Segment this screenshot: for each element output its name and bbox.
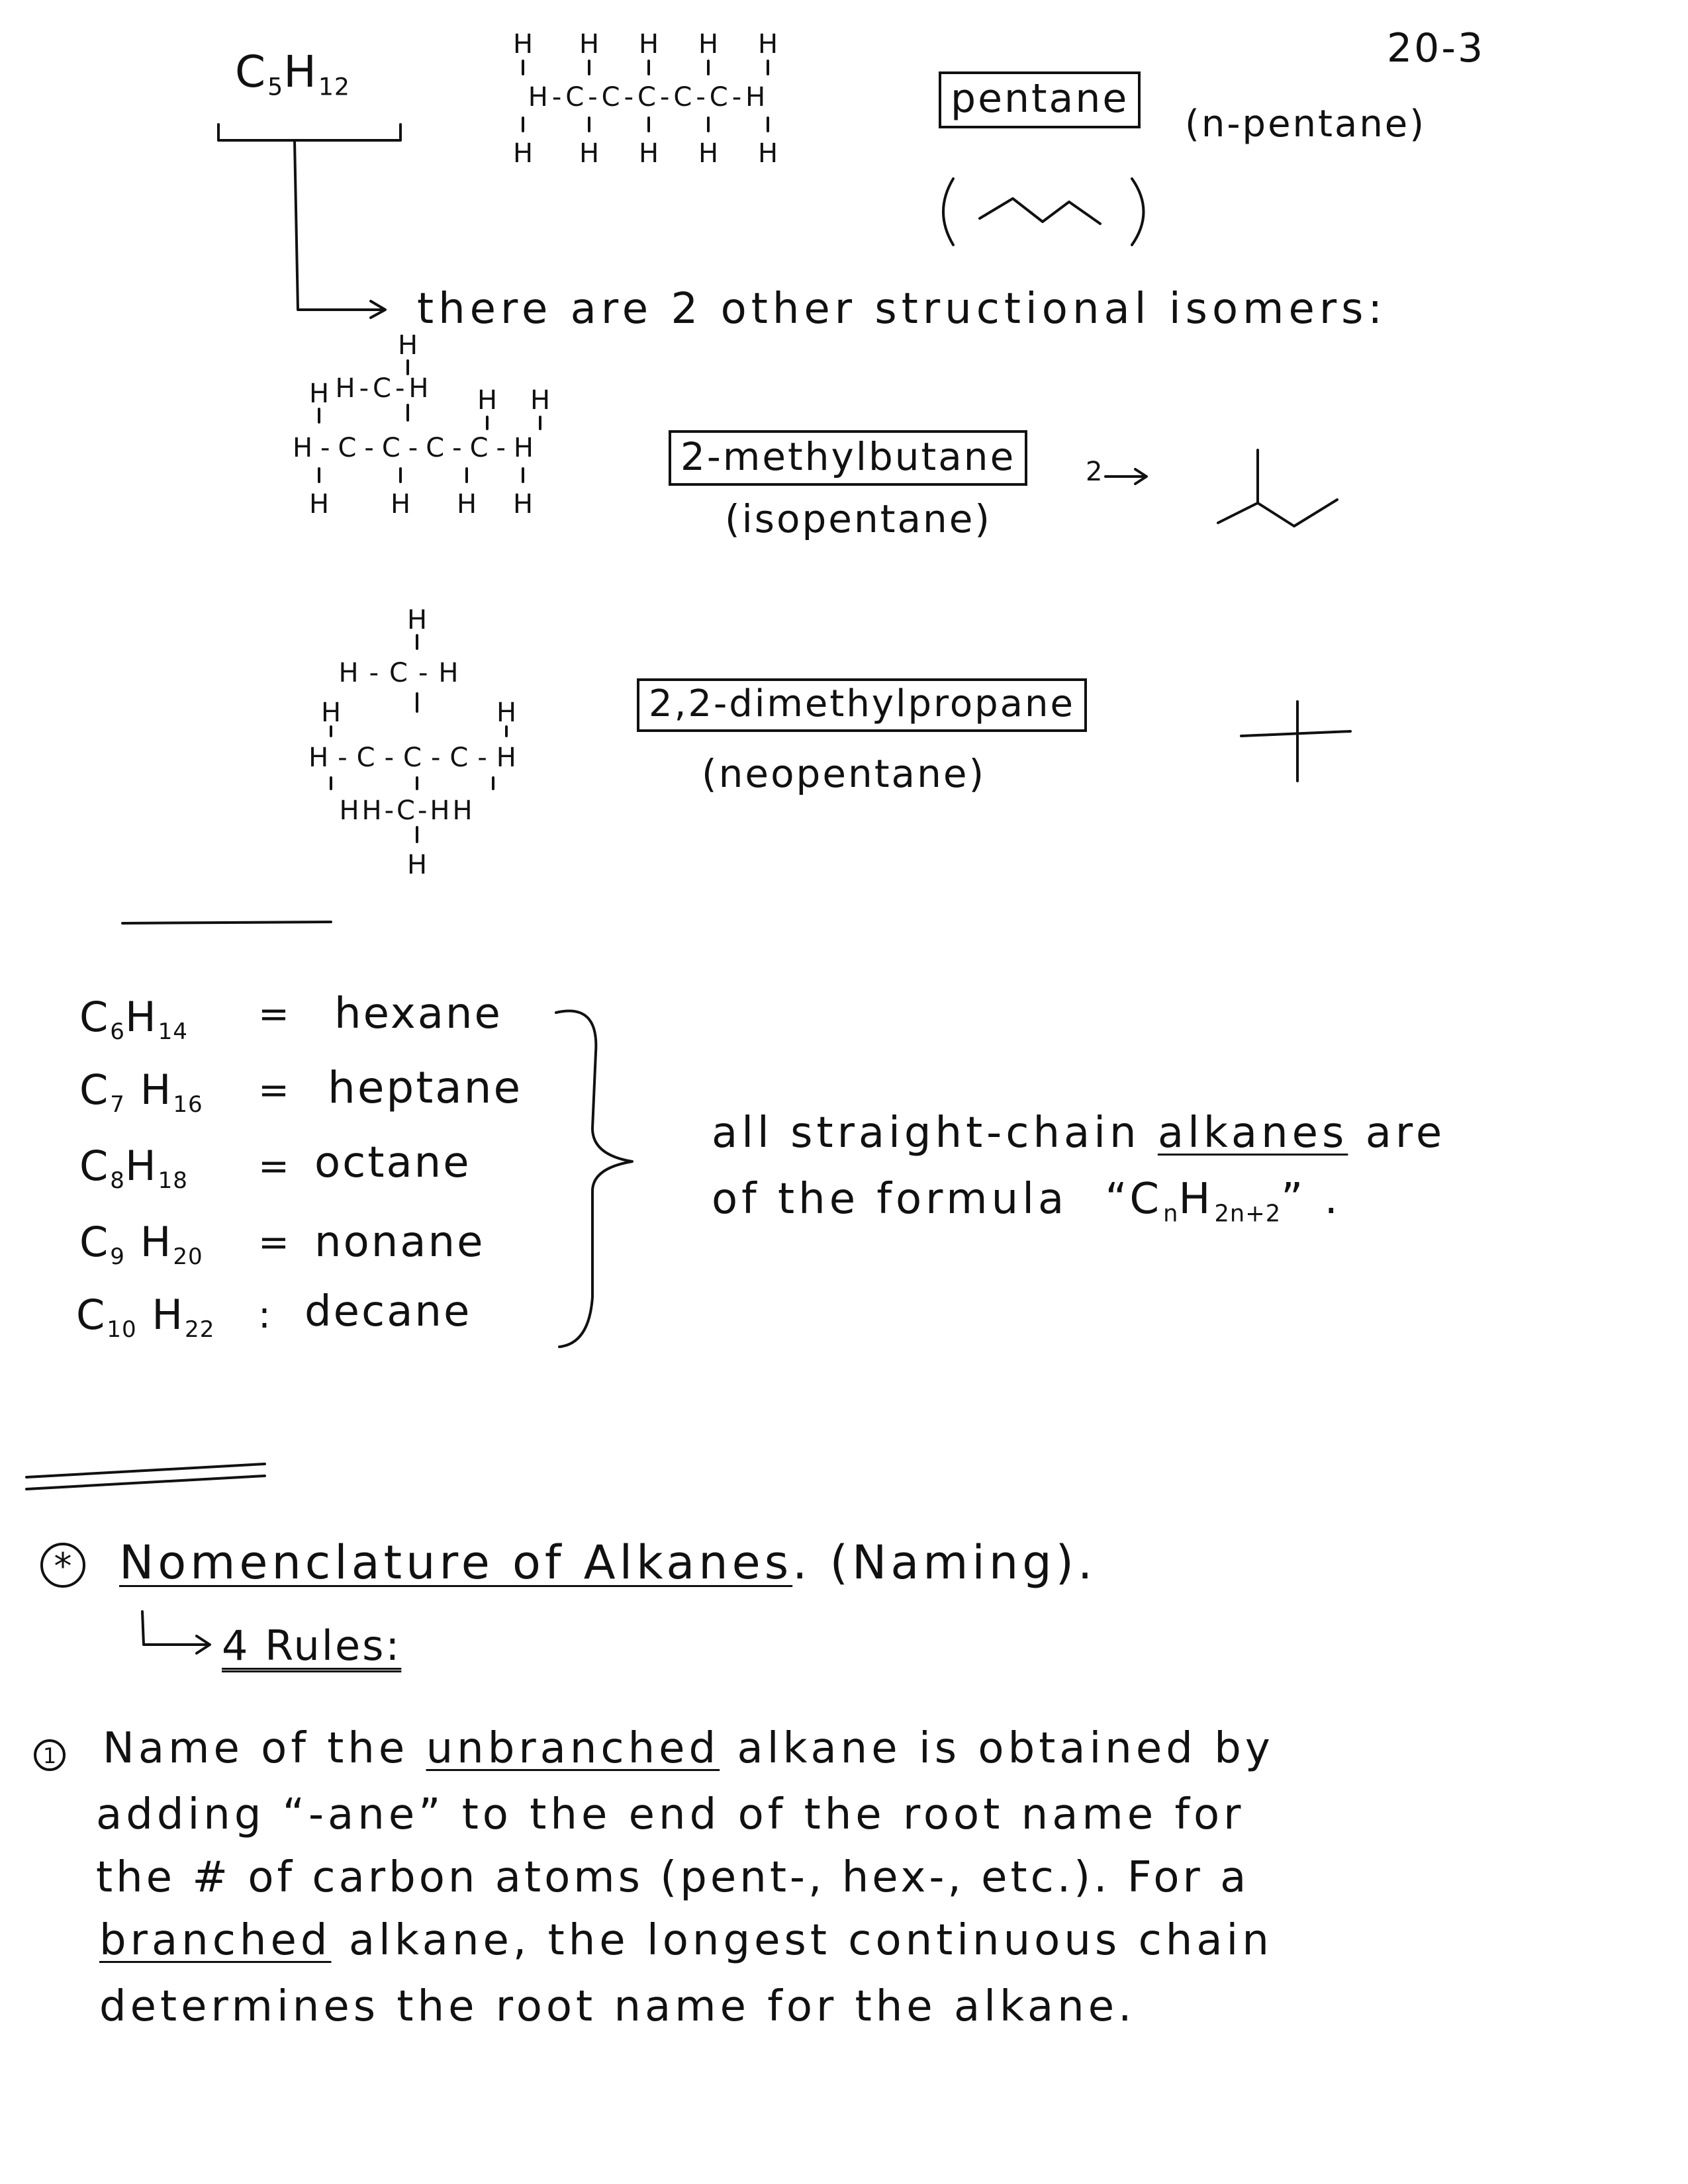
alkane-equals: = [258, 993, 291, 1036]
atom-label: H [496, 698, 517, 728]
alkane-formula: $C_{10}$ $H_{22}$ [76, 1291, 215, 1343]
methyl-branch: H-C-H [335, 373, 433, 404]
isomers-intro: there are 2 other structional isomers: [417, 285, 1387, 334]
alkane-equals: = [258, 1145, 291, 1188]
pentane-name: pentane [939, 71, 1141, 128]
alkane-name: hexane [334, 989, 502, 1038]
atom-label: H [512, 138, 534, 169]
atom-label: H [308, 489, 330, 520]
alkane-formula: $C_8H_{18}$ [79, 1142, 188, 1194]
atom-label: H [638, 29, 659, 60]
general-line-2: of the formula “$C_nH_{2n+2}$” . [712, 1175, 1342, 1228]
pentane-formula: $C_5H_{12}$ [235, 46, 351, 101]
atom-label: H [698, 138, 719, 169]
atom-label: H [406, 850, 428, 880]
atom-label: H [530, 385, 551, 416]
pentane-chain: H-C-C-C-C-C-H [528, 82, 770, 113]
isomer-2-name: 2,2-dimethylpropane [637, 678, 1087, 732]
atom-label: H [512, 29, 534, 60]
neopentane-top-methyl: H-C-H [338, 658, 469, 688]
alkane-formula: $C_6H_{14}$ [79, 993, 188, 1045]
atom-label: H [512, 489, 534, 520]
page-number: 20-3 [1387, 25, 1485, 71]
nomenclature-heading: Nomenclature of Alkanes. (Naming). [119, 1535, 1097, 1590]
neopentane-chain: H-C-C-C-H [308, 743, 526, 773]
svg-text:1: 1 [42, 1743, 57, 1768]
alkane-formula: $C_7$ $H_{16}$ [79, 1066, 203, 1118]
atom-label: H [698, 29, 719, 60]
atom-label: H [579, 29, 600, 60]
atom-label: H [638, 138, 659, 169]
rule-1-line-5: determines the root name for the alkane. [99, 1982, 1136, 2031]
neopentane-bottom-methyl: HH-C-HH [339, 796, 475, 826]
isopentane-chain: H-C-C-C-C-H [292, 433, 542, 463]
general-line-1: all straight-chain alkanes are [712, 1109, 1446, 1158]
alkane-equals: = [258, 1069, 291, 1112]
atom-label: H [397, 330, 418, 361]
atom-label: H [579, 138, 600, 169]
atom-label: H [757, 138, 778, 169]
alkane-name: octane [314, 1138, 471, 1187]
pentane-alias: (n-pentane) [1185, 103, 1427, 146]
alkane-equals: = [258, 1221, 291, 1264]
atom-label: H [477, 385, 498, 416]
isomer-1-alias: (isopentane) [725, 496, 992, 541]
isomer-1-name: 2-methylbutane [669, 430, 1027, 486]
svg-text:*: * [54, 1545, 72, 1587]
atom-label: H [406, 605, 428, 635]
alkane-name: decane [305, 1287, 472, 1336]
atom-label: H [320, 698, 342, 728]
rule-1-number-icon [30, 1735, 70, 1775]
rule-1-line-1: Name of the unbranched alkane is obtained by [103, 1724, 1274, 1773]
alkane-name: nonane [314, 1218, 485, 1267]
alkane-name: heptane [328, 1062, 523, 1113]
atom-label: H [308, 379, 330, 409]
atom-label: H [456, 489, 477, 520]
rule-1-line-3: the # of carbon atoms (pent-, hex-, etc.). For a [96, 1853, 1250, 1902]
star-bullet-icon [36, 1539, 89, 1592]
isomer-2-alias: (neopentane) [702, 751, 986, 796]
rule-1-line-2: adding “-ane” to the end of the root name for [96, 1790, 1245, 1839]
atom-label: H [757, 29, 778, 60]
atom-label: H [390, 489, 411, 520]
alkane-equals: : [258, 1294, 273, 1337]
alkane-formula: $C_9$ $H_{20}$ [79, 1218, 203, 1270]
rules-arrow [136, 1608, 228, 1674]
rules-label: 4 Rules: [222, 1621, 402, 1670]
rule-1-line-4: branched alkane, the longest continuous chain [99, 1916, 1273, 1965]
isomer-1-arrow-label: 2 [1086, 457, 1105, 487]
